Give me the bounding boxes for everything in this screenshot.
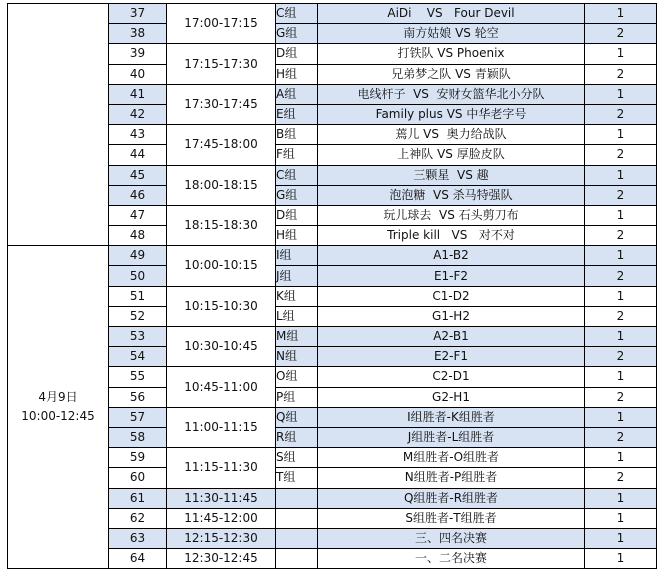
field-cell: 1 xyxy=(585,549,657,569)
group-cell: R组 xyxy=(276,427,318,447)
time-slot: 11:30-11:45 xyxy=(167,488,276,508)
time-slot: 17:00-17:15 xyxy=(167,4,276,44)
field-cell: 2 xyxy=(585,266,657,286)
match-cell: 玩儿球去 VS 石头剪刀布 xyxy=(318,205,585,225)
match-number: 42 xyxy=(109,104,167,124)
field-cell: 1 xyxy=(585,407,657,427)
match-cell: A1-B2 xyxy=(318,246,585,266)
group-cell: G组 xyxy=(276,185,318,205)
match-number: 55 xyxy=(109,367,167,387)
match-cell: Family plus VS 中华老字号 xyxy=(318,104,585,124)
time-slot: 10:00-10:15 xyxy=(167,246,276,286)
field-cell: 1 xyxy=(585,488,657,508)
field-cell: 1 xyxy=(585,327,657,347)
table-row xyxy=(8,246,657,266)
group-cell: I组 xyxy=(276,246,318,266)
match-number: 41 xyxy=(109,84,167,104)
match-number: 39 xyxy=(109,44,167,64)
match-cell: E2-F1 xyxy=(318,347,585,367)
match-cell: 南方姑娘 VS 轮空 xyxy=(318,24,585,44)
match-number: 46 xyxy=(109,185,167,205)
field-cell: 1 xyxy=(585,286,657,306)
field-cell: 1 xyxy=(585,125,657,145)
field-cell: 2 xyxy=(585,347,657,367)
field-cell: 1 xyxy=(585,508,657,528)
match-number: 45 xyxy=(109,165,167,185)
field-cell: 2 xyxy=(585,468,657,488)
match-cell: Triple kill VS 对不对 xyxy=(318,226,585,246)
time-slot: 10:45-11:00 xyxy=(167,367,276,407)
field-cell: 1 xyxy=(585,448,657,468)
match-cell: 打铁队 VS Phoenix xyxy=(318,44,585,64)
match-number: 49 xyxy=(109,246,167,266)
field-cell: 1 xyxy=(585,165,657,185)
group-cell: P组 xyxy=(276,387,318,407)
field-cell: 2 xyxy=(585,427,657,447)
match-cell: 上神队 VS 厚脸皮队 xyxy=(318,145,585,165)
group-cell xyxy=(276,549,318,569)
field-cell: 1 xyxy=(585,528,657,548)
table-row xyxy=(8,4,657,24)
match-cell: S组胜者-T组胜者 xyxy=(318,508,585,528)
match-cell: N组胜者-P组胜者 xyxy=(318,468,585,488)
match-cell: G2-H1 xyxy=(318,387,585,407)
match-number: 52 xyxy=(109,306,167,326)
group-cell: S组 xyxy=(276,448,318,468)
match-number: 51 xyxy=(109,286,167,306)
match-cell: Q组胜者-R组胜者 xyxy=(318,488,585,508)
group-cell: N组 xyxy=(276,347,318,367)
match-number: 48 xyxy=(109,226,167,246)
match-cell: AiDi VS Four Devil xyxy=(318,4,585,24)
time-slot: 12:30-12:45 xyxy=(167,549,276,569)
match-cell: 一、二名决赛 xyxy=(318,549,585,569)
group-cell xyxy=(276,488,318,508)
match-number: 56 xyxy=(109,387,167,407)
group-cell: F组 xyxy=(276,145,318,165)
match-number: 43 xyxy=(109,125,167,145)
group-cell xyxy=(276,508,318,528)
schedule-table xyxy=(7,3,657,569)
match-number: 59 xyxy=(109,448,167,468)
field-cell: 2 xyxy=(585,306,657,326)
match-cell: I组胜者-K组胜者 xyxy=(318,407,585,427)
match-number: 63 xyxy=(109,528,167,548)
day-time: 10:00-12:45 xyxy=(21,409,95,424)
field-cell: 1 xyxy=(585,44,657,64)
match-number: 38 xyxy=(109,24,167,44)
group-cell: C组 xyxy=(276,4,318,24)
field-cell: 2 xyxy=(585,145,657,165)
time-slot: 17:30-17:45 xyxy=(167,84,276,124)
group-cell: B组 xyxy=(276,125,318,145)
time-slot: 17:45-18:00 xyxy=(167,125,276,165)
match-cell: M组胜者-O组胜者 xyxy=(318,448,585,468)
group-cell: L组 xyxy=(276,306,318,326)
match-number: 50 xyxy=(109,266,167,286)
group-cell: H组 xyxy=(276,64,318,84)
field-cell: 2 xyxy=(585,104,657,124)
match-cell: 泡泡糖 VS 杀马特强队 xyxy=(318,185,585,205)
field-cell: 1 xyxy=(585,367,657,387)
match-cell: G1-H2 xyxy=(318,306,585,326)
match-number: 61 xyxy=(109,488,167,508)
group-cell: O组 xyxy=(276,367,318,387)
match-cell: 三颗星 VS 趣 xyxy=(318,165,585,185)
match-cell: C1-D2 xyxy=(318,286,585,306)
field-cell: 2 xyxy=(585,24,657,44)
match-number: 57 xyxy=(109,407,167,427)
match-number: 37 xyxy=(109,4,167,24)
group-cell: D组 xyxy=(276,205,318,225)
time-slot: 17:15-17:30 xyxy=(167,44,276,84)
group-cell: D组 xyxy=(276,44,318,64)
group-cell: G组 xyxy=(276,24,318,44)
time-slot: 12:15-12:30 xyxy=(167,528,276,548)
field-cell: 1 xyxy=(585,84,657,104)
group-cell: K组 xyxy=(276,286,318,306)
match-number: 44 xyxy=(109,145,167,165)
field-cell: 1 xyxy=(585,4,657,24)
group-cell: C组 xyxy=(276,165,318,185)
match-number: 64 xyxy=(109,549,167,569)
match-cell: J组胜者-L组胜者 xyxy=(318,427,585,447)
group-cell: Q组 xyxy=(276,407,318,427)
field-cell: 2 xyxy=(585,64,657,84)
group-cell: H组 xyxy=(276,226,318,246)
match-number: 62 xyxy=(109,508,167,528)
schedule-body xyxy=(8,4,657,569)
time-slot: 11:00-11:15 xyxy=(167,407,276,447)
group-cell: A组 xyxy=(276,84,318,104)
field-cell: 1 xyxy=(585,205,657,225)
match-number: 60 xyxy=(109,468,167,488)
match-cell: C2-D1 xyxy=(318,367,585,387)
time-slot: 11:15-11:30 xyxy=(167,448,276,488)
field-cell: 2 xyxy=(585,387,657,407)
time-slot: 11:45-12:00 xyxy=(167,508,276,528)
group-cell: T组 xyxy=(276,468,318,488)
field-cell: 2 xyxy=(585,226,657,246)
group-cell: M组 xyxy=(276,327,318,347)
match-number: 53 xyxy=(109,327,167,347)
match-cell: 蔫儿 VS 奥力给战队 xyxy=(318,125,585,145)
time-slot: 10:15-10:30 xyxy=(167,286,276,326)
match-number: 54 xyxy=(109,347,167,367)
match-number: 47 xyxy=(109,205,167,225)
group-cell xyxy=(276,528,318,548)
match-cell: E1-F2 xyxy=(318,266,585,286)
group-cell: J组 xyxy=(276,266,318,286)
group-cell: E组 xyxy=(276,104,318,124)
match-cell: 兄弟梦之队 VS 青颖队 xyxy=(318,64,585,84)
match-cell: 三、四名决赛 xyxy=(318,528,585,548)
day-cell-1 xyxy=(8,4,109,246)
day-date: 4月9日 xyxy=(38,390,78,405)
day-cell-2 xyxy=(8,246,109,569)
field-cell: 2 xyxy=(585,185,657,205)
time-slot: 18:15-18:30 xyxy=(167,205,276,245)
match-number: 58 xyxy=(109,427,167,447)
time-slot: 10:30-10:45 xyxy=(167,327,276,367)
match-number: 40 xyxy=(109,64,167,84)
match-cell: A2-B1 xyxy=(318,327,585,347)
match-cell: 电线杆子 VS 安财女篮华北小分队 xyxy=(318,84,585,104)
field-cell: 1 xyxy=(585,246,657,266)
time-slot: 18:00-18:15 xyxy=(167,165,276,205)
